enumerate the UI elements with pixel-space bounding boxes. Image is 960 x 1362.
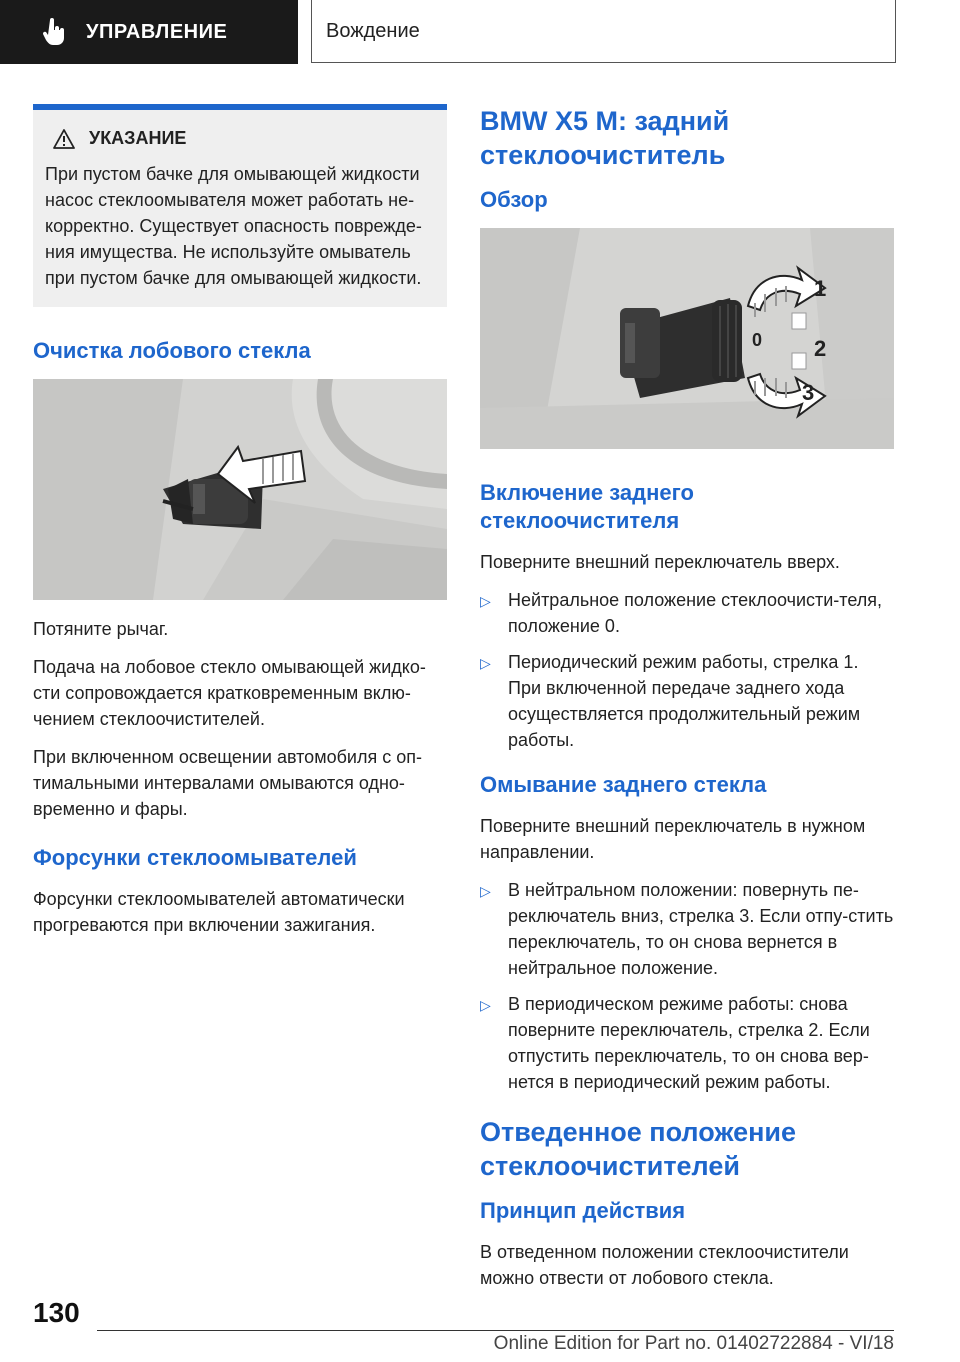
- switch-label-2: 2: [814, 336, 827, 361]
- windshield-p2: Подача на лобовое стекло омывающей жидко-сти сопровождается кратковременным вклю-чением стеклоочистителей.: [33, 657, 426, 729]
- page-number: 130: [33, 1297, 80, 1328]
- rear-wiper-on-list: [480, 587, 894, 753]
- principle-heading: Принцип действия: [480, 1198, 686, 1223]
- warning-header: [53, 128, 435, 149]
- section-tab[interactable]: [0, 0, 298, 64]
- chapter-box[interactable]: [311, 0, 896, 63]
- windshield-p1: Потяните рычаг.: [33, 619, 169, 639]
- list-item-text: Периодический режим работы, стрелка 1. При включенной передаче заднего хода осуществляется продолжительный режим работы.: [508, 652, 861, 750]
- list-item: [480, 877, 894, 981]
- bullet-triangle-icon: ▷: [480, 883, 491, 899]
- bullet-triangle-icon: ▷: [480, 593, 491, 609]
- nozzles-heading: Форсунки стеклоомывателей: [33, 845, 357, 870]
- footer-divider: [97, 1330, 894, 1331]
- rear-wash-p1: Поверните внешний переключатель в нужном направлении.: [480, 816, 866, 862]
- warning-title: УКАЗАНИЕ: [89, 128, 187, 148]
- warning-text: При пустом бачке для омывающей жидкости насос стеклоомывателя может работать не-корректно. Существует опасность поврежде-ния имущества. Не используйте омыватель при пустом бачке для омывающей жидкости.: [45, 164, 422, 288]
- rear-wiper-on-heading: Включение заднего стеклоочистителя: [480, 480, 694, 533]
- left-column: [33, 104, 447, 950]
- windshield-p3: При включенном освещении автомобиля с оп-тимальными интервалами омываются одно-временно и фары.: [33, 747, 422, 819]
- switch-label-1: 1: [814, 276, 827, 301]
- list-item: [480, 991, 894, 1095]
- principle-p1: В отведенном положении стеклоочистители можно отвести от лобового стекла.: [480, 1242, 849, 1288]
- list-item-text: В нейтральном положении: повернуть пе-реключатель вниз, стрелка 3. Если отпу-стить переключатель, то он снова вернется в нейтральное положение.: [508, 880, 894, 978]
- bullet-triangle-icon: ▷: [480, 997, 491, 1013]
- section-label: УПРАВЛЕНИЕ: [86, 20, 228, 43]
- footer-edition: Online Edition for Part no. 01402722884 - VI/18: [493, 1333, 894, 1354]
- rear-wiper-title: BMW X5 M: задний стеклоочиститель: [480, 106, 730, 170]
- list-item-text: В периодическом режиме работы: снова поверните переключатель, стрелка 2. Если отпустить переключатель, то он снова вер-нется в периодический режим работы.: [508, 994, 870, 1092]
- bullet-triangle-icon: ▷: [480, 655, 491, 671]
- switch-label-0: 0: [752, 330, 763, 350]
- warning-note: [33, 104, 447, 307]
- rear-wiper-switch-illustration: [480, 228, 894, 449]
- chapter-label: Вождение: [326, 19, 420, 42]
- list-item: [480, 587, 894, 639]
- rear-wiper-on-p1: Поверните внешний переключатель вверх.: [480, 552, 840, 572]
- right-column: [480, 104, 894, 1303]
- overview-heading: Обзор: [480, 187, 548, 212]
- hand-pointer-icon: [42, 18, 66, 46]
- warning-triangle-icon: [53, 129, 75, 149]
- list-item: [480, 649, 894, 753]
- switch-label-3: 3: [802, 380, 815, 405]
- rear-wash-list: [480, 877, 894, 1095]
- list-item-text: Нейтральное положение стеклоочисти-теля, положение 0.: [508, 590, 883, 636]
- rear-wash-heading: Омывание заднего стекла: [480, 772, 767, 797]
- parked-position-heading: Отведенное положение стеклоочистителей: [480, 1117, 797, 1181]
- nozzles-p1: Форсунки стеклоомывателей автоматически прогреваются при включении зажигания.: [33, 889, 405, 935]
- windshield-cleaning-heading: Очистка лобового стекла: [33, 338, 311, 363]
- windshield-lever-illustration: [33, 379, 447, 600]
